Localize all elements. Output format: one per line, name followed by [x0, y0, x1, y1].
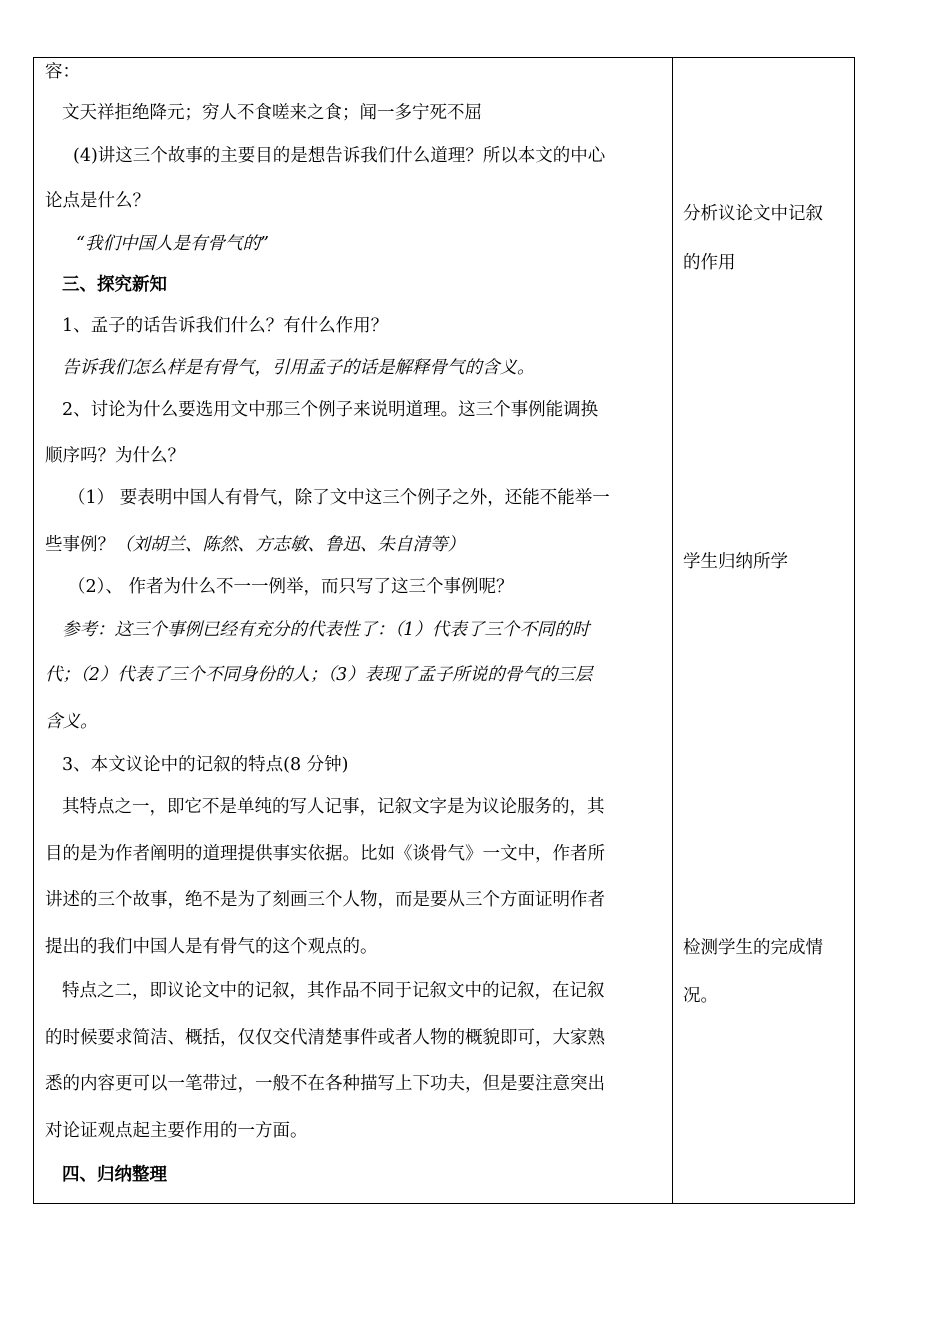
column-divider: [672, 57, 673, 1204]
side-note: 检测学生的完成情: [683, 938, 823, 958]
side-note: 的作用: [683, 253, 736, 273]
text-line: （1） 要表明中国人有骨气，除了文中这三个例子之外，还能不能举一: [68, 488, 610, 508]
text-line: 容：: [45, 62, 80, 82]
italic-answer: （刘胡兰、陈然、方志敏、鲁迅、朱自清等）: [115, 535, 465, 555]
text-line: [45, 534, 465, 556]
text-line: 顺序吗？为什么？: [45, 446, 185, 466]
side-note: 分析议论文中记叙: [683, 204, 823, 224]
text-line: 文天祥拒绝降元；穷人不食嗟来之食；闻一多宁死不屈: [62, 103, 482, 123]
section-heading: 四、归纳整理: [62, 1165, 167, 1185]
text-line: 的时候要求简洁、概括，仅仅交代清楚事件或者人物的概貌即可，大家熟: [45, 1028, 605, 1048]
question-line: 1、孟子的话告诉我们什么？有什么作用？: [62, 316, 389, 336]
text-line: 提出的我们中国人是有骨气的这个观点的。: [45, 937, 378, 957]
text-line: 目的是为作者阐明的道理提供事实依据。比如《谈骨气》一文中，作者所: [45, 844, 605, 864]
side-note: 况。: [683, 986, 718, 1006]
italic-answer: 代；（2）代表了三个不同身份的人；（3）表现了孟子所说的骨气的三层: [45, 665, 593, 685]
section-heading: 三、探究新知: [62, 275, 167, 295]
question-line: 2、讨论为什么要选用文中那三个例子来说明道理。这三个事例能调换: [62, 400, 599, 420]
italic-answer: 含义。: [45, 712, 98, 732]
side-note: 学生归纳所学: [683, 552, 788, 572]
question-line: 3、本文议论中的记叙的特点(8 分钟): [62, 755, 349, 775]
italic-answer: 参考：这三个事例已经有充分的代表性了：（1）代表了三个不同的时: [62, 620, 590, 640]
text-line: 论点是什么？: [45, 191, 150, 211]
text-line: 悉的内容更可以一笔带过，一般不在各种描写上下功夫，但是要注意突出: [45, 1074, 605, 1094]
text-line: 对论证观点起主要作用的一方面。: [45, 1121, 308, 1141]
text-line: 讲述的三个故事，绝不是为了刻画三个人物，而是要从三个方面证明作者: [45, 890, 605, 910]
italic-answer: “我们中国人是有骨气的”: [76, 234, 269, 254]
text-line: （2）、 作者为什么不一一例举，而只写了这三个事例呢？: [68, 577, 514, 597]
text-line: 特点之二，即议论文中的记叙，其作品不同于记叙文中的记叙，在记叙: [62, 981, 605, 1001]
text-line: (4)讲这三个故事的主要目的是想告诉我们什么道理？所以本文的中心: [73, 146, 606, 166]
text-line: 其特点之一，即它不是单纯的写人记事，记叙文字是为议论服务的，其: [62, 797, 605, 817]
text-span: 些事例？: [45, 535, 115, 555]
italic-answer: 告诉我们怎么样是有骨气，引用孟子的话是解释骨气的含义。: [62, 358, 535, 378]
